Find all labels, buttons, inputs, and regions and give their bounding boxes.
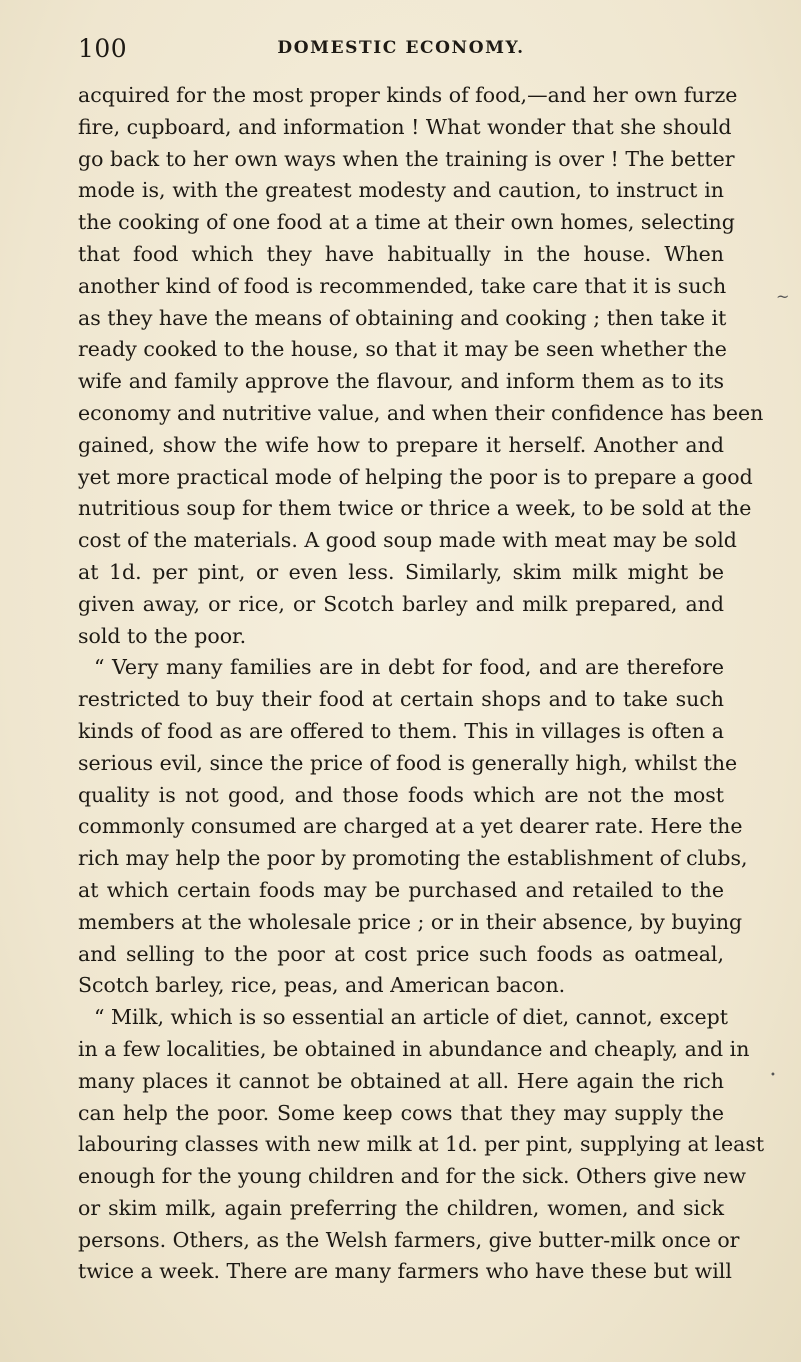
text-line: at 1d. per pint, or even less. Similarly, skim milk might be [78, 559, 724, 584]
text-line: acquired for the most proper kinds of food,—and her own furze [78, 83, 738, 107]
text-line: restricted to buy their food at certain shops and to take such [78, 687, 724, 712]
text-line: commonly consumed are charged at a yet dearer rate. Here the [78, 814, 743, 839]
text-line: cost of the materials. A good soup made with meat may be sold [78, 528, 737, 553]
text-line: “ Very many families are in debt for food, and are therefore [94, 655, 724, 680]
text-line: in a few localities, be obtained in abundance and cheaply, and in [78, 1036, 750, 1061]
text-line: another kind of food is recommended, take care that it is such [78, 273, 727, 298]
text-line: fire, cupboard, and information ! What wonder that she should [78, 114, 732, 139]
text-line: gained, show the wife how to prepare it herself. Another and [78, 432, 724, 457]
text-line: enough for the young children and for the sick. Others give new [78, 1164, 747, 1189]
page-header [78, 24, 724, 64]
body-text [78, 80, 765, 1288]
text-line: economy and nutritive value, and when their confidence has been [78, 400, 764, 425]
text-line: can help the poor. Some keep cows that they may supply the [78, 1100, 724, 1125]
text-line: as they have the means of obtaining and cooking ; then take it [78, 305, 727, 330]
text-line: sold to the poor. [78, 623, 247, 648]
text-line: “ Milk, which is so essential an article of diet, cannot, except [94, 1005, 728, 1030]
margin-dot: • [770, 1070, 776, 1081]
text-line: many places it cannot be obtained at all. Here again the rich [78, 1068, 724, 1093]
text-line: persons. Others, as the Welsh farmers, give butter-milk once or [78, 1227, 740, 1252]
text-line: at which certain foods may be purchased and retailed to the [78, 877, 724, 902]
text-line: labouring classes with new milk at 1d. per pint, supplying at least [78, 1132, 765, 1157]
page-number: 100 [78, 34, 128, 63]
text-line: mode is, with the greatest modesty and caution, to instruct in [78, 178, 724, 203]
text-line: Scotch barley, rice, peas, and American bacon. [78, 973, 566, 998]
text-line: the cooking of one food at a time at their own homes, selecting [78, 210, 735, 235]
running-head: DOMESTIC ECONOMY. [277, 38, 525, 58]
text-line: rich may help the poor by promoting the establishment of clubs, [78, 846, 748, 871]
text-line: go back to her own ways when the training is over ! The better [78, 146, 735, 171]
text-line: quality is not good, and those foods which are not the most [78, 782, 724, 807]
text-line: kinds of food as are offered to them. This in villages is often a [78, 718, 724, 743]
text-line: that food which they have habitually in the house. When [78, 241, 724, 266]
text-line: members at the wholesale price ; or in their absence, by buying [78, 909, 743, 934]
text-line: serious evil, since the price of food is generally high, whilst the [78, 750, 738, 775]
text-line: and selling to the poor at cost price such foods as oatmeal, [78, 941, 724, 966]
text-line: twice a week. There are many farmers who have these but will [78, 1259, 732, 1284]
text-line: given away, or rice, or Scotch barley and milk prepared, and [78, 591, 724, 616]
text-line: yet more practical mode of helping the poor is to prepare a good [78, 464, 753, 489]
text-line: ready cooked to the house, so that it may be seen whether the [78, 337, 727, 362]
text-line: nutritious soup for them twice or thrice a week, to be sold at the [78, 496, 752, 521]
text-line: wife and family approve the flavour, and inform them as to its [78, 369, 724, 394]
margin-mark: ~ [776, 287, 790, 306]
text-line: or skim milk, again preferring the children, women, and sick [78, 1195, 724, 1220]
